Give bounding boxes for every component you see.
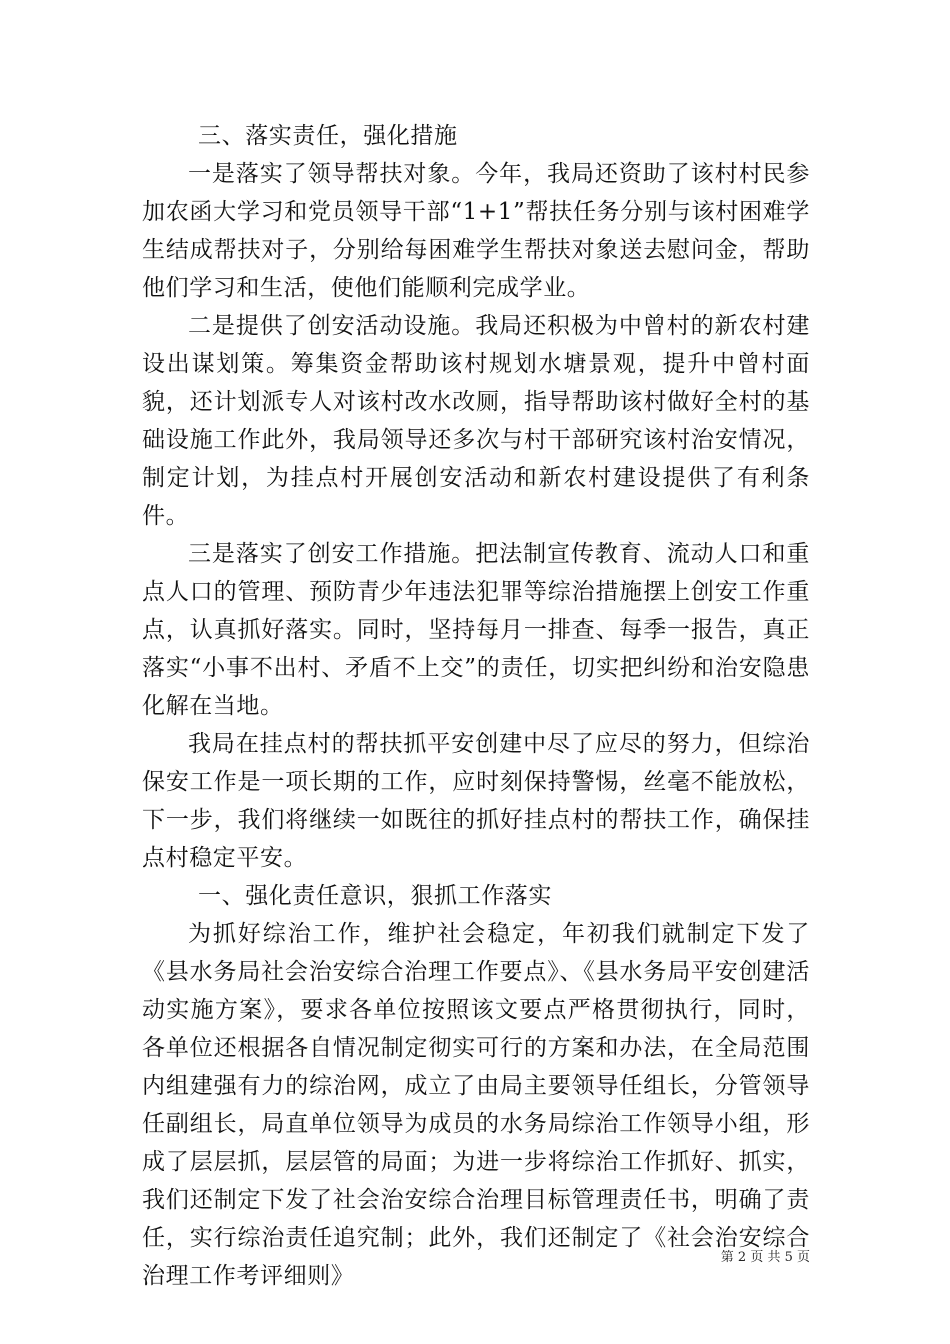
paragraph: 二是提供了创安活动设施。我局还积极为中曾村的新农村建设出谋划策。筹集资金帮助该村规划水塘景观，提升中曾村面貌，还计划派专人对该村改水改厕，指导帮助该村做好全村的基础设施工作此外，我局领导还多次与村干部研究该村治安情况，制定计划，为挂点村开展创安活动和新农村建设提供了有利条件。 [142,313,810,529]
section-heading: 一、强化责任意识，狠抓工作落实 [198,883,552,909]
paragraph: 为抓好综治工作，维护社会稳定，年初我们就制定下发了《县水务局社会治安综合治理工作要点》、《县水务局平安创建活动实施方案》，要求各单位按照该文要点严格贯彻执行，同时，各单位还根据各自情况制定彻实可行的方案和办法，在全局范围内组建强有力的综治网，成立了由局主要领导任组长，分管领导任副组长，局直单位领导为成员的水务局综治工作领导小组，形成了层层抓，层层管的局面；为进一步将综治工作抓好、抓实，我们还制定下发了社会治安综合治理目标管理责任书，明确了责任，实行综治责任追究制；此外，我们还制定了《社会治安综合治理工作考评细则》 [142,921,810,1289]
paragraph: 我局在挂点村的帮扶抓平安创建中尽了应尽的努力，但综治保安工作是一项长期的工作，应时刻保持警惕，丝毫不能放松，下一步，我们将继续一如既往的抓好挂点村的帮扶工作，确保挂点村稳定平安。 [142,731,810,871]
section-heading: 三、落实责任，强化措施 [198,123,458,149]
paragraph: 三是落实了创安工作措施。把法制宣传教育、流动人口和重点人口的管理、预防青少年违法犯罪等综治措施摆上创安工作重点，认真抓好落实。同时，坚持每月一排查、每季一报告，真正落实“小事不出村、矛盾不上交”的责任，切实把纠纷和治安隐患化解在当地。 [142,541,810,719]
page-number: 第 2 页 共 5 页 [720,1250,810,1265]
document-body [142,117,810,1295]
paragraph: 一是落实了领导帮扶对象。今年，我局还资助了该村村民参加农函大学习和党员领导干部“1+1”帮扶任务分别与该村困难学生结成帮扶对子，分别给每困难学生帮扶对象送去慰问金，帮助他们学习和生活，使他们能顺利完成学业。 [142,161,810,301]
